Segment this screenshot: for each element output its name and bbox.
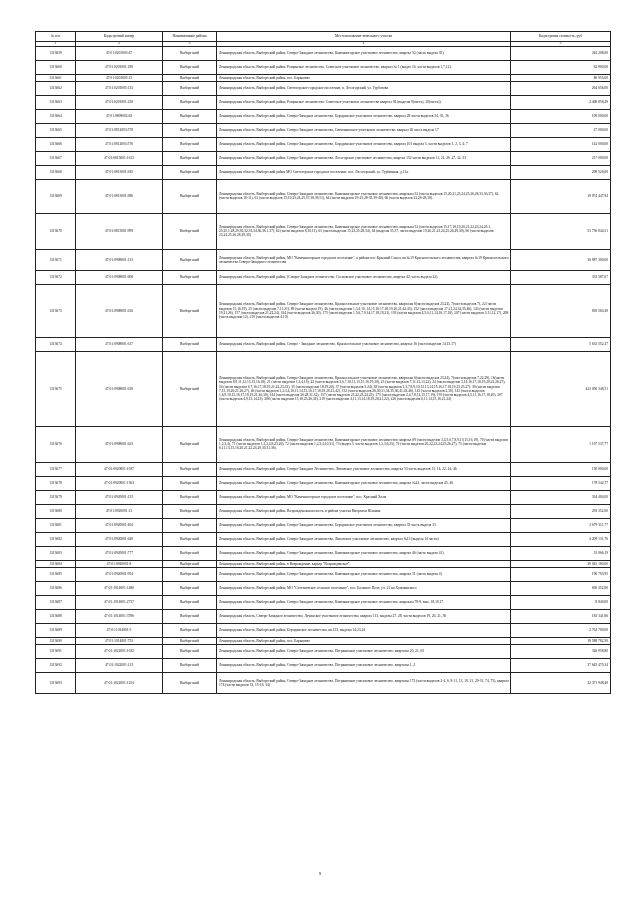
cadastral-number: 47:01:0201003:47 bbox=[76, 46, 163, 60]
cadastral-cost: 2 762 700,00 bbox=[511, 623, 611, 637]
header-cadastral-number: Кадастровый номер bbox=[76, 32, 163, 42]
cadastral-cost: 39 043 180,00 bbox=[511, 560, 611, 567]
location-text: Ленинградская область, Выборгский район, Северо-Западное лесничество, Каменногорское участковое лесничество, кварталы 78-9, вых. 18,19,17 bbox=[217, 595, 511, 609]
cadastral-number: 47:01:1014001:5 bbox=[76, 623, 163, 637]
table-row bbox=[36, 165, 611, 179]
cadastral-cost: 35 066,19 bbox=[511, 546, 611, 560]
cadastral-number: 47:01:1014001:1480 bbox=[76, 581, 163, 595]
cadastral-cost: 208 526,00 bbox=[511, 165, 611, 179]
column-number: 4 bbox=[217, 42, 511, 47]
row-number: 1313674 bbox=[36, 337, 76, 351]
location-text: Ленинградская область, Выборгский район, Северо-Западное лесничество, Каменногорское участковое лесничество, квартал 52 (часть выдела 35). bbox=[217, 46, 511, 60]
row-number: 1313670 bbox=[36, 213, 76, 249]
location-text: Ленинградская область, Выборгский район, Северо-Западное Лесничество, Липовское участковое лесничество, квартал 53 часть выделов 13, 14, 22, 24, 46. bbox=[217, 462, 511, 476]
cadastral-number: 47:01:1014001:2737 bbox=[76, 595, 163, 609]
row-number: 1313691 bbox=[36, 644, 76, 658]
table-row bbox=[36, 81, 611, 95]
cadastral-number: 47:01:0908001:623 bbox=[76, 426, 163, 462]
cadastral-number: 47:01:1022001:1032 bbox=[76, 644, 163, 658]
cadastral-cost: 86 955,00 bbox=[511, 74, 611, 81]
cadastral-cost: 334 404,00 bbox=[511, 490, 611, 504]
cadastral-number: 47:01:0201005:133 bbox=[76, 81, 163, 95]
row-number: 1313688 bbox=[36, 609, 76, 623]
location-text: Ленинградская область, Выборгский район, пос. Барышево bbox=[217, 74, 511, 81]
row-number: 1313680 bbox=[36, 504, 76, 518]
table-row bbox=[36, 123, 611, 137]
cadastral-number: 47:01:0920001:13 bbox=[76, 504, 163, 518]
row-number: 1313667 bbox=[36, 151, 76, 165]
district-name: Выборгский bbox=[163, 609, 217, 623]
cadastral-number: 47:01:0812003:576 bbox=[76, 137, 163, 151]
cadastral-number: 47:01:0908001:616 bbox=[76, 284, 163, 337]
table-row bbox=[36, 137, 611, 151]
table-row bbox=[36, 672, 611, 693]
row-number: 1313668 bbox=[36, 165, 76, 179]
table-header-row bbox=[36, 32, 611, 42]
table-row bbox=[36, 213, 611, 249]
row-number: 1313677 bbox=[36, 462, 76, 476]
row-number: 1313671 bbox=[36, 249, 76, 270]
location-text: Ленинградская область, Выборгский район, Северо-Западное лесничество, Пограничное участковое лесничество, кварталы 20, 21, 65 bbox=[217, 644, 511, 658]
location-text: Ленинградская область, Выборгский район, Северо-Западное лесничество, Бородинское участковое лесничество, квартал 33 часть выдела 33. bbox=[217, 518, 511, 532]
cadastral-number: 47:01:0920001:1037 bbox=[76, 462, 163, 476]
district-name: Выборгский bbox=[163, 518, 217, 532]
row-number: 1313672 bbox=[36, 270, 76, 284]
table-row bbox=[36, 426, 611, 462]
location-text: Ленинградская область, Выборгский район, Северо-Западное лесничество, Красносельское участковое лесничество, кварталы 6(части выделов 23,24), 7(части выделов 7,22,29), 16(части выделов 8,9,11,12,13,15,16,18), 21 (части выделов 1,3,4,16), 22 (части выделов 3,6,7,10,11,13,15,16,19,20), 23 (части выделов 7,11,12,13,22), 24 (части выделов 3,14,16,17,18,19,20,22,26,27), 34 (части выделов 6,7,16,17,18,19,21,22,23,33), 35 (части выделов 18,19,20), 37 (части выделов 5,24), 38 (части выделов 1,3,7,8,9,10,12,13,14,15,16,17,18,19,23,25,27), 39 (части выделов 7,15,19,20,21,26,27), 46 (части выделов 1,2,3,4,10,11,14,15,16,17,18,19,20,21,42), 152 (части выделов 26,30,31,34,35,36,41,43,46), 143 (части выделов 2,30), 143 (части выделов 1,6,9,10,15,16,17,18,19,21,26,30), 144 (части выделов 26,28,31,32), 157 (части выделов 21,22,23,24,25), 175 (части выделов 2,4,7,8,14,15,17,19), 193 (части выделов 4,5,11,16,17,18,20), 207 (части выделов 4,9,13,14,23), 208 (части выделов 15,18,23,26,34), 219 (части выделов 4,11,13,14,18,19,20,21,22), 220 (части выделов 6,11,14,15,16,21,24) bbox=[217, 351, 511, 426]
row-number: 1313679 bbox=[36, 490, 76, 504]
cadastral-cost: 19 074 447,94 bbox=[511, 179, 611, 213]
table-row bbox=[36, 60, 611, 74]
row-number: 1313686 bbox=[36, 581, 76, 595]
district-name: Выборгский bbox=[163, 74, 217, 81]
location-text: Ленинградская область, Выборгский район, Северо - Западное лесничество, Красносельское участковое лесничество, квартал 16 (части выделов 14,15,17) bbox=[217, 337, 511, 351]
table-row bbox=[36, 46, 611, 60]
cadastral-cost: 62 800,00 bbox=[511, 60, 611, 74]
header-district: Наименование района bbox=[163, 32, 217, 42]
district-name: Выборгский bbox=[163, 81, 217, 95]
location-text: Ленинградская область, Выборгский район, Возрожденская волость, в районе участка Ниерлахи Юлкяма bbox=[217, 504, 511, 518]
district-name: Выборгский bbox=[163, 249, 217, 270]
cadastral-number: 47:01:0201001:250 bbox=[76, 95, 163, 109]
district-name: Выборгский bbox=[163, 165, 217, 179]
cadastral-cost: 2 408 858,29 bbox=[511, 95, 611, 109]
district-name: Выборгский bbox=[163, 581, 217, 595]
cadastral-number: 47:01:1014001:3786 bbox=[76, 609, 163, 623]
location-text: Ленинградская область, Выборгский район, Северо-Западное лесничество, Пограничное участковое лесничество, кварталы 173 (части выделов 2-4, 6, 8-11, 13, 19, 21, 29-31, 74, 75), квартал 174 (части выделов 13, 15-18, 34) bbox=[217, 672, 511, 693]
table-row bbox=[36, 581, 611, 595]
location-text: Ленинградская область, Выборгский район, Северо-Западное лесничество, Свеченковское участковое лесничество, квартал 20 часть выдела 17 bbox=[217, 123, 511, 137]
location-text: Ленинградская область, Выборгский район, Северо-Западное лесничество, Бородинское участковое лесничество, квартал 101 выдела 5, части выделов 1, 2, 3, 4, 7 bbox=[217, 137, 511, 151]
table-row bbox=[36, 504, 611, 518]
cadastral-cost: 344 208,00 bbox=[511, 46, 611, 60]
location-text: Ленинградская область, Выборгский район, Рощинское лесничество: Советское участковое лесничество квартал 94 (выделы 9(часть), 10(часть)). bbox=[217, 95, 511, 109]
row-number: 1313693 bbox=[36, 672, 76, 693]
cadastral-cost: 142 000,00 bbox=[511, 137, 611, 151]
cadastral-number: 47:01:0908001:618 bbox=[76, 351, 163, 426]
location-text: Ленинградская область, Выборгский район, МО "Селезневское сельское поселение", пос. Большое Поле, уч. 21 на Хольчинского bbox=[217, 581, 511, 595]
location-text: Ленинградская область, Выборгский район, Северо-Западное лесничество, Бородинское участковое лесничество, квартал 28 части выделов 34, 35, 36 bbox=[217, 109, 511, 123]
cadastral-number: 47:01:0815001:999 bbox=[76, 213, 163, 249]
cadastral-number: 47:01:1022001:1254 bbox=[76, 672, 163, 693]
cadastral-number: 47:01:1022001:113 bbox=[76, 658, 163, 672]
cadastral-number: 47:01:0815001:1613 bbox=[76, 151, 163, 165]
header-cost: Кадастровая стоимость, руб bbox=[511, 32, 611, 42]
cadastral-number: 47:01:0815001:986 bbox=[76, 179, 163, 213]
district-name: Выборгский bbox=[163, 476, 217, 490]
district-name: Выборгский bbox=[163, 123, 217, 137]
location-text: Ленинградская область, Выборгский район, Северо-Западное лесничество, Каменногорское участковое лесничество, кварталы 52 (части выделов 15,17,18,19,20,21,22,23,24,26 1, 25,25.1,28,29,30,32,33,34,36,36.1,37), 62 (части выделов 8,10,11), 63 (части выделов 15,23,25,28,34), 64 (выделы 35,37, части выделов 19,20,21,23,24,25,26,29,30), 66 (части выделов 23,24,25,26,28,29,30) bbox=[217, 213, 511, 249]
row-number: 1313663 bbox=[36, 95, 76, 109]
table-row bbox=[36, 270, 611, 284]
cadastral-cost: 183 341,86 bbox=[511, 609, 611, 623]
cadastral-cost: 5 633 552,37 bbox=[511, 337, 611, 351]
district-name: Выборгский bbox=[163, 595, 217, 609]
header-number: № п/п bbox=[36, 32, 76, 42]
district-name: Выборгский bbox=[163, 213, 217, 249]
cadastral-cost: 293 352,00 bbox=[511, 504, 611, 518]
cadastral-cost: 150 000,00 bbox=[511, 462, 611, 476]
cadastral-cost: 333 587,67 bbox=[511, 270, 611, 284]
cadastral-cost: 178 542,77 bbox=[511, 476, 611, 490]
row-number: 1313664 bbox=[36, 109, 76, 123]
row-number: 1313675 bbox=[36, 351, 76, 426]
location-text: Ленинградская область, Выборгский район МО Светогорское городское поселение, пос. Лесогорский, ул. Турбинная, д.11а. bbox=[217, 165, 511, 179]
row-number: 1313682 bbox=[36, 532, 76, 546]
cadastral-number: 47:01:0920001:777 bbox=[76, 546, 163, 560]
district-name: Выборгский bbox=[163, 46, 217, 60]
location-text: Ленинградская область, Выборгский район, в Возрождение, карьер "Возрожденское". bbox=[217, 560, 511, 567]
table-row bbox=[36, 623, 611, 637]
cadastral-cost: 818 560,49 bbox=[511, 284, 611, 337]
district-name: Выборгский bbox=[163, 137, 217, 151]
cadastral-table bbox=[35, 31, 611, 694]
row-number: 1313669 bbox=[36, 179, 76, 213]
table-row bbox=[36, 609, 611, 623]
row-number: 1313692 bbox=[36, 658, 76, 672]
table-row bbox=[36, 518, 611, 532]
row-number: 1313687 bbox=[36, 595, 76, 609]
table-row bbox=[36, 644, 611, 658]
cadastral-number: 47:01:0201005:15 bbox=[76, 74, 163, 81]
row-number: 1313659 bbox=[36, 46, 76, 60]
district-name: Выборгский bbox=[163, 462, 217, 476]
table-row bbox=[36, 462, 611, 476]
table-row bbox=[36, 95, 611, 109]
location-text: Ленинградская область, Выборгский район, Рощинское лесничество, Советское участковое лесничество, квартал № 1 (выдел 16, части выделов 1,7,12). bbox=[217, 60, 511, 74]
cadastral-cost: 217 000,00 bbox=[511, 151, 611, 165]
table-row bbox=[36, 151, 611, 165]
location-text: Ленинградская область, Выборгский район, Северо-Западное лесничество, Каменногорское участковое лесничество, квартал 51 (часть выдела 4). bbox=[217, 567, 511, 581]
location-text: Ленинградская область, Северо-Западное лесничество, Лучинское участковое лесничество, квартал 113, выделы 27, 28, части выделов 19, 20, 21, 56 bbox=[217, 609, 511, 623]
cadastral-cost: 18 588 782,50 bbox=[511, 637, 611, 644]
district-name: Выборгский bbox=[163, 658, 217, 672]
table-row bbox=[36, 337, 611, 351]
cadastral-cost: 326 958,80 bbox=[511, 644, 611, 658]
table-row bbox=[36, 109, 611, 123]
district-name: Выборгский bbox=[163, 426, 217, 462]
table-row bbox=[36, 658, 611, 672]
cadastral-number: 47:01:0920001:954 bbox=[76, 567, 163, 581]
cadastral-number: 47:01:0815001:945 bbox=[76, 165, 163, 179]
row-number: 1313676 bbox=[36, 426, 76, 462]
table-row bbox=[36, 567, 611, 581]
district-name: Выборгский bbox=[163, 60, 217, 74]
row-number: 1313673 bbox=[36, 284, 76, 337]
location-text: Ленинградская область, Выборгский район, Северо-Западное лесничество, Каменногорское участковое лесничество, квартал №22, части выделов 45, 46 bbox=[217, 476, 511, 490]
cadastral-cost: 53 756 844,51 bbox=[511, 213, 611, 249]
cadastral-cost: 37 645 470,34 bbox=[511, 658, 611, 672]
district-name: Выборгский bbox=[163, 637, 217, 644]
table-body bbox=[36, 46, 611, 693]
table-row bbox=[36, 179, 611, 213]
column-number: 1 bbox=[36, 42, 76, 47]
row-number: 1313683 bbox=[36, 546, 76, 560]
cadastral-cost: 423 050 348,51 bbox=[511, 351, 611, 426]
cadastral-number: 47:01:0920001:404 bbox=[76, 518, 163, 532]
table-row bbox=[36, 351, 611, 426]
cadastral-cost: 3 679 311,77 bbox=[511, 518, 611, 532]
district-name: Выборгский bbox=[163, 672, 217, 693]
row-number: 1313684 bbox=[36, 560, 76, 567]
district-name: Выборгский bbox=[163, 490, 217, 504]
cadastral-cost: 36 987 300,00 bbox=[511, 249, 611, 270]
row-number: 1313689 bbox=[36, 623, 76, 637]
cadastral-number: 47:01:0908001:617 bbox=[76, 337, 163, 351]
location-text: Ленинградская область, Выборгский район, МО "Каменногорское городское поселение", в районе пос.Красный Сокол, кв.№19 Красносельского лесничества, квартал №19 Красносельского лесничества Северо-Западного лесничества bbox=[217, 249, 511, 270]
cadastral-number: 47:01:0812003:570 bbox=[76, 123, 163, 137]
cadastral-cost: 190 793,95 bbox=[511, 567, 611, 581]
cadastral-number: 47:01:0201001:189 bbox=[76, 60, 163, 74]
cadastral-cost: 32 371 948,40 bbox=[511, 672, 611, 693]
column-number: 3 bbox=[163, 42, 217, 47]
table-row bbox=[36, 595, 611, 609]
location-text: Ленинградская область, Выборгский район, пос. Барышево bbox=[217, 637, 511, 644]
cadastral-number: 47:01:0809002:63 bbox=[76, 109, 163, 123]
location-text: Ленинградская область, Выборгский район, Северо-Западное лесничество, Каменногорское участковое лесничество: квартал 69 (части выделов 3,4,5,6,7,8,9,10,15,16,19), 70 (части выделов 1,2,3,4), 71 (части выделов 1,2,3,4,8,23,26), 72 (части выделов 1,2,3,4,10,31), 73 (выдел 3, части выделов 1,2,3,6,25), 74 (части выделов 20,22,23,24,25,26,27), 75 (части выделов 6,11,13,15,16,20,21,22,24,29,30,31,36). bbox=[217, 426, 511, 462]
district-name: Выборгский bbox=[163, 644, 217, 658]
district-name: Выборгский bbox=[163, 567, 217, 581]
cadastral-cost: 264 656,00 bbox=[511, 81, 611, 95]
cadastral-number: 47:01:0908001:608 bbox=[76, 270, 163, 284]
table-row bbox=[36, 74, 611, 81]
location-text: Ленинградская область, Выборгский район, Северо-Западное лесничество, Лесогорское участковое лесничество, квартал 152 части выделов 11, 21, 26 ,27, 32, 33 bbox=[217, 151, 511, 165]
row-number: 1313660 bbox=[36, 60, 76, 74]
table-row bbox=[36, 284, 611, 337]
location-text: Ленинградская область, Выборгский район, МО "Каменногорское городское поселение", пос. Красный Холм bbox=[217, 490, 511, 504]
location-text: Ленинградская область, Выборгский район, Северо-Западное лесничество, Красносельское участковое лесничество, кварталы 6(части выделов 23,24), 7(части выделов 7), 22 (части выделов 15,16,19), 25 (части выделов 7,11,21), 89 (части выдела 19), 46 (части выделов 1,3,4,10, 14,15,16,17,18,19,20,21,42,43), 152 (части выделов 17,21,24,32,35,46), 143 (части выделов 19,21,26), 157 (части выделов 21,22,24), 164 (части выделов 26,30), 175 (части выделов 1,5,6,7,9,14,17,18,19,21), 193 (части выделов 4,5,6,11,14,16,17,18), 207 (части выделов 3,11,12,17), 208 (часть выделов 12), 219 (части выделов 4,10) bbox=[217, 284, 511, 337]
district-name: Выборгский bbox=[163, 546, 217, 560]
district-name: Выборгский bbox=[163, 623, 217, 637]
table-row bbox=[36, 560, 611, 567]
cadastral-cost: 4 209 131,76 bbox=[511, 532, 611, 546]
district-name: Выборгский bbox=[163, 151, 217, 165]
location-text: Ленинградская область, Выборгский район, Северо-Западное лесничество, Пограничное участковое лесничество, кварталы 1, 2 bbox=[217, 658, 511, 672]
location-text: Ленинградская область, Выборгский район, Северо-Западное лесничество, Каменногорское участковое лесничество, кварталы 52 (части выделов 15,20,21,23,24,25,26,28,33,36,37), 62 (части выделов 10-11), 63 (части выделов 15,19,23,24,25,37,38,39,51), 64 (части выделов 19-23,28-35,39-40), 66 (части выделов 23,26-28,30). bbox=[217, 179, 511, 213]
district-name: Выборгский bbox=[163, 532, 217, 546]
location-text: Ленинградская область, Выборгский район, (Северо-Западное лесничество, Сосновское участковое лесничество, квартал 42, часть выдела 22). bbox=[217, 270, 511, 284]
district-name: Выборгский bbox=[163, 351, 217, 426]
cadastral-number: 47:01:0920001:133 bbox=[76, 490, 163, 504]
location-text: Ленинградская область, Выборгский район, Светогорское городское поселение, п. Лесогорский, ул. Гурбатова bbox=[217, 81, 511, 95]
header-location: Местоположение земельного участка bbox=[217, 32, 511, 42]
cadastral-number: 47:01:0920001:1363 bbox=[76, 476, 163, 490]
district-name: Выборгский bbox=[163, 337, 217, 351]
column-number: 5 bbox=[511, 42, 611, 47]
cadastral-cost: 1 107 537,77 bbox=[511, 426, 611, 462]
cadastral-cost: 8 840,00 bbox=[511, 595, 611, 609]
row-number: 1313681 bbox=[36, 518, 76, 532]
district-name: Выборгский bbox=[163, 179, 217, 213]
cadastral-number: 47:01:0920001:8 bbox=[76, 560, 163, 567]
district-name: Выборгский bbox=[163, 95, 217, 109]
table-row bbox=[36, 490, 611, 504]
row-number: 1313665 bbox=[36, 123, 76, 137]
row-number: 1313661 bbox=[36, 74, 76, 81]
cadastral-number: 47:01:1014001:753 bbox=[76, 637, 163, 644]
district-name: Выборгский bbox=[163, 560, 217, 567]
location-text: Ленинградская область, Выборгский район, Бородинское лесничество, кв.153, выделы 14,23,24 bbox=[217, 623, 511, 637]
table-row bbox=[36, 546, 611, 560]
document-page bbox=[35, 31, 610, 694]
district-name: Выборгский bbox=[163, 270, 217, 284]
page-number: 9 bbox=[318, 871, 322, 876]
table-row bbox=[36, 249, 611, 270]
row-number: 1313666 bbox=[36, 137, 76, 151]
cadastral-cost: 47 000,00 bbox=[511, 123, 611, 137]
district-name: Выборгский bbox=[163, 109, 217, 123]
cadastral-cost: 656 352,00 bbox=[511, 581, 611, 595]
cadastral-number: 47:01:0908001:133 bbox=[76, 249, 163, 270]
row-number: 1313662 bbox=[36, 81, 76, 95]
location-text: Ленинградская область, Выборгский район, Северо-Западное лесничество, Каменногорское участковое лесничество, квартал 46 (часть выдела 41). bbox=[217, 546, 511, 560]
row-number: 1313678 bbox=[36, 476, 76, 490]
district-name: Выборгский bbox=[163, 504, 217, 518]
column-number: 2 bbox=[76, 42, 163, 47]
row-number: 1313690 bbox=[36, 637, 76, 644]
cadastral-cost: 109 000,00 bbox=[511, 109, 611, 123]
table-row bbox=[36, 637, 611, 644]
table-row bbox=[36, 532, 611, 546]
row-number: 1313685 bbox=[36, 567, 76, 581]
cadastral-number: 47:01:0920001:649 bbox=[76, 532, 163, 546]
district-name: Выборгский bbox=[163, 284, 217, 337]
table-row bbox=[36, 476, 611, 490]
location-text: Ленинградская область, Выборгский район, Северо-Западное лесничество, Липовское участковое лесничество, квартал №13 (выдела 14 части) bbox=[217, 532, 511, 546]
